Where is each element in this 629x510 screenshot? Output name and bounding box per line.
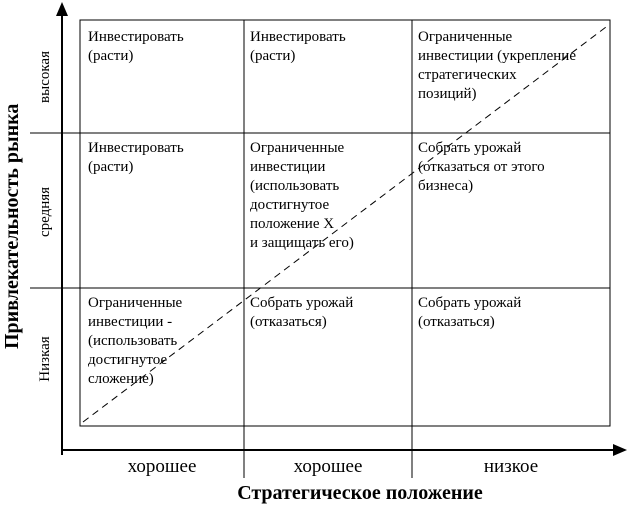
cell-high-good-2: Инвестировать (расти) [250, 29, 346, 64]
x-axis-title: Стратегическое положение [237, 482, 483, 504]
cell-high-low: Ограниченные инвестиции (укрепление стратегических позиций) [418, 29, 576, 102]
x-axis-arrowhead [613, 444, 627, 456]
row-label-low: Низкая [37, 336, 53, 382]
col-label-2: хорошее [293, 456, 363, 477]
y-axis-title: Привлекательность рынка [1, 103, 23, 349]
row-label-medium: средняя [37, 186, 53, 238]
cell-low-low: Собрать урожай (отказаться) [418, 295, 522, 330]
cell-low-good-2: Собрать урожай (отказаться) [250, 295, 354, 330]
row-label-high: высокая [37, 51, 53, 103]
cell-high-good-1: Инвестировать (расти) [88, 29, 184, 64]
cell-medium-good-1: Инвестировать (расти) [88, 140, 184, 175]
y-axis-arrowhead [56, 2, 68, 16]
cell-medium-good-2: Ограниченные инвестиции (использовать достигнутое положение X и защищать его) [250, 140, 354, 251]
col-label-1: хорошее [127, 456, 197, 477]
col-label-3: низкое [483, 456, 539, 477]
cell-low-good-1: Ограниченные инвестиции - (использовать достигнутое сложение) [88, 295, 183, 387]
cell-medium-low: Собрать урожай (отказаться от этого бизнеса) [418, 140, 545, 194]
